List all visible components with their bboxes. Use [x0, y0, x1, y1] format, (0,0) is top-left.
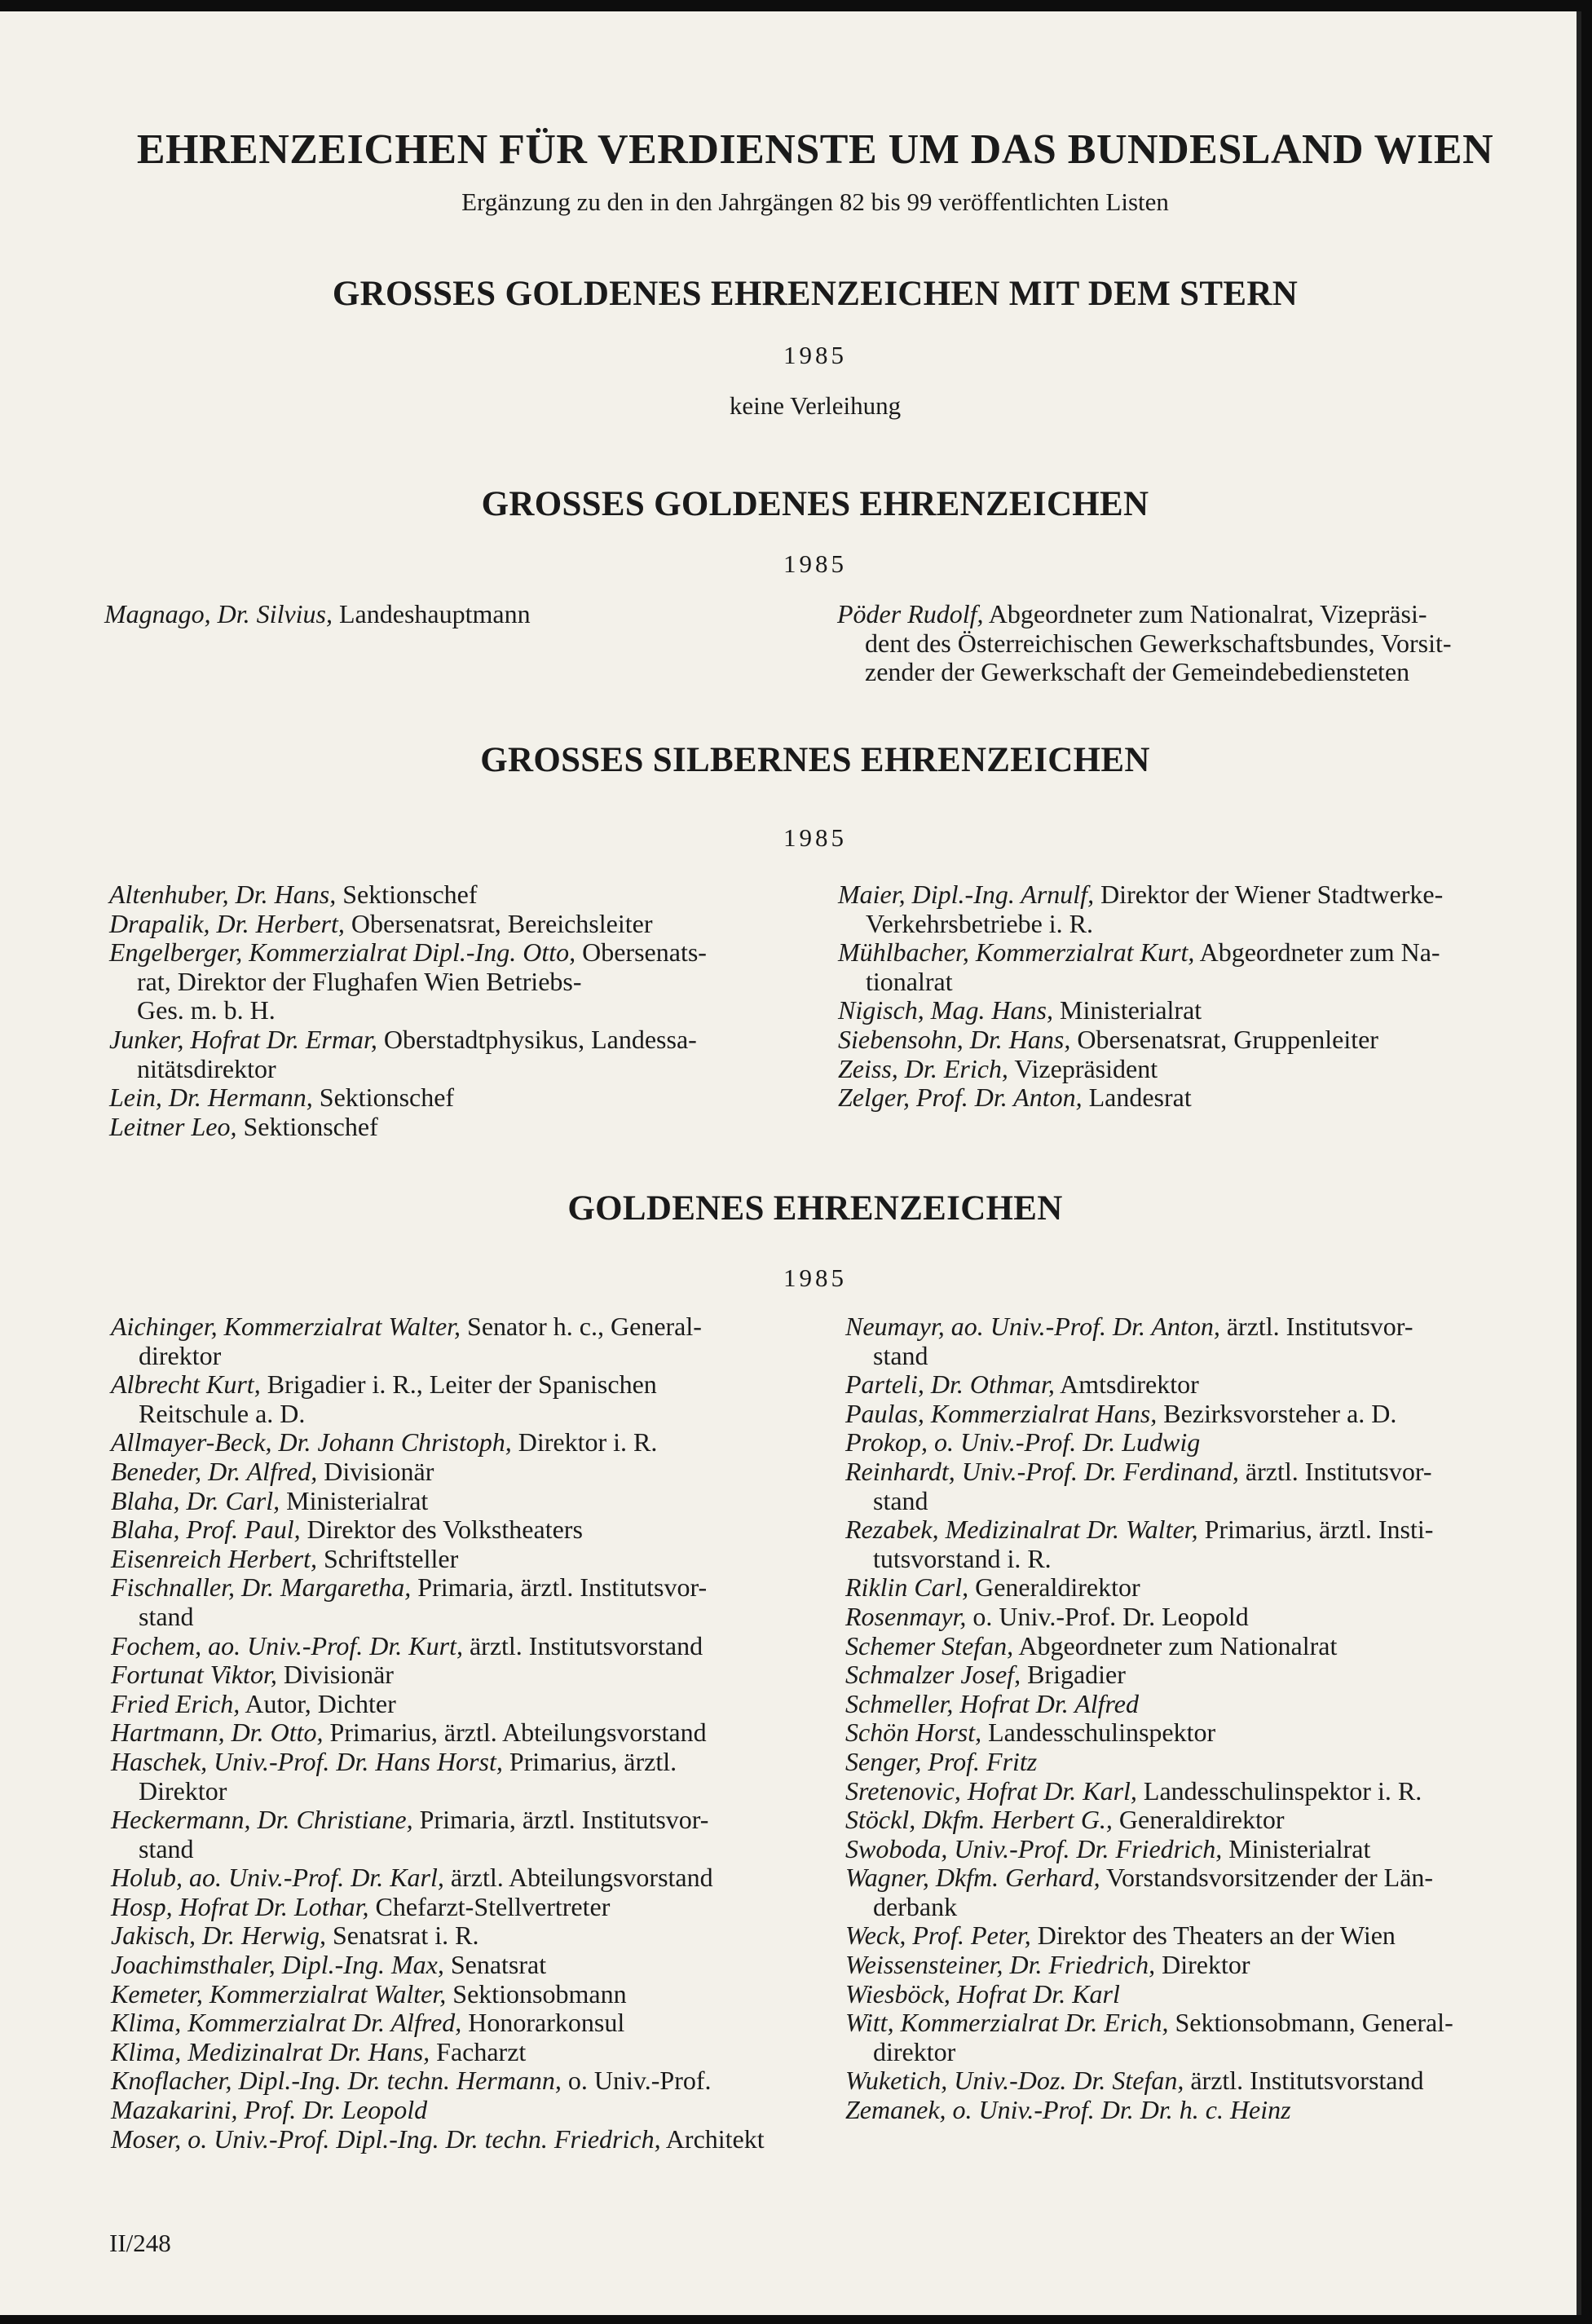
person-title: Senatsrat i. R.	[325, 1920, 479, 1951]
person-title: Senatsrat	[443, 1950, 547, 1980]
person-name: Schön Horst,	[845, 1718, 982, 1748]
person-name: Mazakarini, Prof. Dr. Leopold	[111, 2095, 428, 2125]
section-title: GROSSES GOLDENES EHRENZEICHEN MIT DEM STERN	[332, 275, 1299, 313]
person-title: Sektionsobmann, General-	[1168, 2008, 1453, 2038]
list-item	[845, 1690, 1563, 1719]
person-name: Maier, Dipl.-Ing. Arnulf,	[838, 880, 1095, 909]
person-name: Magnago, Dr. Silvius,	[104, 599, 333, 628]
person-name: Lein, Dr. Hermann,	[109, 1083, 313, 1113]
list-item	[838, 938, 1555, 996]
list-item	[109, 1025, 827, 1083]
section-year: 1985	[783, 549, 847, 578]
list-item	[111, 1457, 861, 1487]
list-item	[845, 1370, 1563, 1400]
list-item	[845, 1980, 1563, 2009]
person-name: Stöckl, Dkfm. Herbert G.,	[845, 1805, 1113, 1835]
list-item	[838, 1083, 1555, 1113]
list-item	[845, 1806, 1563, 1835]
person-title: Divisionär	[276, 1660, 394, 1690]
entries-left-column	[111, 1312, 861, 2154]
list-item	[845, 1573, 1563, 1603]
person-title-continued: dent des Österreichischen Gewerkschaftsbundes, Vorsit-	[865, 628, 1452, 658]
list-item	[845, 1660, 1563, 1690]
person-title: Vorstandsvorsitzender der Län-	[1100, 1863, 1434, 1893]
list-item	[845, 1428, 1563, 1457]
person-title: Senator h. c., General-	[461, 1312, 702, 1341]
section-title: GOLDENES EHRENZEICHEN	[567, 1189, 1063, 1228]
list-item	[838, 880, 1555, 938]
list-item	[111, 1370, 861, 1428]
person-name: Beneder, Dr. Alfred,	[111, 1456, 318, 1486]
list-item	[838, 1055, 1555, 1084]
person-name: Swoboda, Univ.-Prof. Dr. Friedrich,	[845, 1833, 1223, 1863]
person-title-continued: stand	[139, 1833, 194, 1863]
person-title-continued: stand	[139, 1601, 194, 1631]
person-name: Allmayer-Beck, Dr. Johann Christoph,	[111, 1427, 512, 1457]
section-title: GROSSES SILBERNES EHRENZEICHEN	[480, 741, 1150, 779]
person-name: Blaha, Dr. Carl,	[111, 1485, 280, 1515]
list-item	[111, 1951, 861, 1980]
list-item	[845, 1718, 1563, 1748]
person-name: Aichinger, Kommerzialrat Walter,	[111, 1312, 461, 1341]
person-name: Sretenovic, Hofrat Dr. Karl,	[845, 1775, 1137, 1806]
person-title: Sektionschef	[236, 1111, 378, 1141]
person-title-continued: Verkehrsbetriebe i. R.	[866, 908, 1094, 938]
list-item	[111, 2038, 861, 2067]
person-title-continued: tutsvorstand i. R.	[873, 1543, 1052, 1573]
person-title-continued: direktor	[139, 1340, 222, 1370]
person-name: Kemeter, Kommerzialrat Walter,	[111, 1978, 447, 2009]
person-title: Landesrat	[1082, 1083, 1192, 1113]
list-item	[111, 1690, 861, 1719]
person-name: Hartmann, Dr. Otto,	[111, 1718, 324, 1748]
person-title-continued: stand	[873, 1485, 928, 1515]
list-item	[109, 1113, 827, 1142]
person-name: Leitner Leo,	[109, 1111, 237, 1141]
list-item	[109, 938, 827, 1025]
person-title: Ministerialrat	[280, 1485, 429, 1515]
person-title: Facharzt	[430, 2036, 527, 2066]
person-title: Primaria, ärztl. Institutsvor-	[411, 1572, 708, 1603]
entries-right-column	[845, 1312, 1563, 2125]
list-item	[111, 1863, 861, 1893]
section-title: GROSSES GOLDENES EHRENZEICHEN	[481, 485, 1149, 523]
person-name: Albrecht Kurt,	[111, 1369, 261, 1400]
person-name: Knoflacher, Dipl.-Ing. Dr. techn. Hermann,	[111, 2066, 562, 2096]
list-item	[111, 1893, 861, 1922]
person-title: Autor, Dichter	[240, 1688, 396, 1718]
list-item	[845, 1951, 1563, 1980]
person-name: Fischnaller, Dr. Margaretha,	[111, 1572, 412, 1603]
document-page	[0, 11, 1581, 2315]
person-title: Oberstadtphysikus, Landessa-	[377, 1024, 697, 1054]
person-name: Reinhardt, Univ.-Prof. Dr. Ferdinand,	[845, 1456, 1239, 1486]
person-title-continued: nitätsdirektor	[137, 1053, 276, 1083]
person-name: Weissensteiner, Dr. Friedrich,	[845, 1950, 1156, 1980]
person-title: Sektionschef	[312, 1083, 455, 1113]
list-item	[845, 1835, 1563, 1864]
person-name: Riklin Carl,	[845, 1572, 969, 1603]
person-name: Schmalzer Josef,	[845, 1660, 1021, 1690]
person-name: Prokop, o. Univ.-Prof. Dr. Ludwig	[845, 1427, 1201, 1457]
list-item	[111, 1573, 861, 1631]
list-item	[109, 1083, 827, 1113]
person-title: Vizepräsident	[1008, 1053, 1158, 1083]
person-title: Brigadier	[1021, 1660, 1126, 1690]
person-title: Landesschulinspektor i. R.	[1136, 1775, 1422, 1806]
person-name: Witt, Kommerzialrat Dr. Erich,	[845, 2008, 1169, 2038]
person-title: Sektionschef	[336, 880, 478, 909]
list-item	[111, 2009, 861, 2038]
person-title: Obersenatsrat, Bereichsleiter	[344, 908, 653, 938]
list-item	[845, 1457, 1563, 1515]
entries-left-column	[104, 600, 822, 629]
person-title: Architekt	[660, 2123, 765, 2154]
person-name: Eisenreich Herbert,	[111, 1543, 317, 1573]
list-item	[111, 2066, 861, 2096]
person-name: Neumayr, ao. Univ.-Prof. Dr. Anton,	[845, 1312, 1220, 1341]
person-name: Fried Erich,	[111, 1688, 240, 1718]
entries-left-column	[109, 880, 827, 1141]
list-item	[845, 1312, 1563, 1370]
person-name: Heckermann, Dr. Christiane,	[111, 1805, 413, 1835]
page-number: II/248	[109, 2229, 171, 2257]
list-item	[845, 1603, 1563, 1632]
list-item	[111, 2125, 861, 2154]
person-title: Direktor der Wiener Stadtwerke-	[1094, 880, 1444, 909]
person-name: Mühlbacher, Kommerzialrat Kurt,	[838, 937, 1195, 968]
person-title: Primarius, ärztl. Insti-	[1197, 1515, 1434, 1545]
list-item	[109, 910, 827, 939]
person-name: Parteli, Dr. Othmar,	[845, 1369, 1055, 1400]
person-title: ärztl. Institutsvorstand	[462, 1630, 703, 1660]
person-title: Direktor	[1155, 1950, 1250, 1980]
list-item	[104, 600, 822, 629]
list-item	[111, 1632, 861, 1661]
section-year: 1985	[783, 341, 847, 369]
person-title: Ministerialrat	[1222, 1833, 1371, 1863]
person-name: Jakisch, Dr. Herwig,	[111, 1920, 326, 1951]
section-year: 1985	[783, 823, 847, 852]
list-item	[845, 1515, 1563, 1573]
person-name: Rezabek, Medizinalrat Dr. Walter,	[845, 1515, 1198, 1545]
person-title-continued: zender der Gewerkschaft der Gemeindebediensteten	[865, 657, 1410, 687]
person-title: Direktor des Volkstheaters	[300, 1515, 583, 1545]
person-name: Pöder Rudolf,	[837, 599, 984, 628]
section-note: keine Verleihung	[729, 391, 902, 420]
person-name: Zemanek, o. Univ.-Prof. Dr. Dr. h. c. Heinz	[845, 2095, 1291, 2125]
person-name: Schmeller, Hofrat Dr. Alfred	[845, 1688, 1139, 1718]
list-item	[109, 880, 827, 910]
person-name: Siebensohn, Dr. Hans,	[838, 1024, 1071, 1054]
person-name: Zeiss, Dr. Erich,	[838, 1053, 1008, 1083]
person-title: Chefarzt-Stellvertreter	[368, 1891, 611, 1921]
list-item	[845, 1400, 1563, 1429]
person-title-continued: tionalrat	[866, 966, 953, 996]
person-title: Generaldirektor	[968, 1572, 1140, 1603]
person-name: Altenhuber, Dr. Hans,	[109, 880, 337, 909]
person-title: Landeshauptmann	[333, 599, 531, 628]
person-title: Amtsdirektor	[1054, 1369, 1199, 1400]
person-title: o. Univ.-Prof. Dr. Leopold	[966, 1601, 1249, 1631]
person-title: ärztl. Institutsvor-	[1238, 1456, 1432, 1486]
list-item	[111, 2096, 861, 2125]
section-year: 1985	[783, 1263, 847, 1292]
person-title-continued: direktor	[873, 2036, 956, 2066]
person-name: Rosenmayr,	[845, 1601, 967, 1631]
list-item	[838, 1025, 1555, 1055]
list-item	[111, 1806, 861, 1863]
person-name: Weck, Prof. Peter,	[845, 1920, 1031, 1951]
person-name: Schemer Stefan,	[845, 1630, 1014, 1660]
list-item	[845, 2009, 1563, 2066]
person-title: Landesschulinspektor	[981, 1718, 1216, 1748]
person-title: Abgeordneter zum Nationalrat, Vizepräsi-	[983, 599, 1427, 628]
person-title: Direktor des Theaters an der Wien	[1030, 1920, 1396, 1951]
person-name: Klima, Medizinalrat Dr. Hans,	[111, 2036, 430, 2066]
person-title: Obersenatsrat, Gruppenleiter	[1070, 1024, 1378, 1054]
person-title: Sektionsobmann	[446, 1978, 627, 2009]
person-name: Junker, Hofrat Dr. Ermar,	[109, 1024, 377, 1054]
person-name: Hosp, Hofrat Dr. Lothar,	[111, 1891, 369, 1921]
person-title-continued: Direktor	[139, 1775, 227, 1806]
person-title-continued: Reitschule a. D.	[139, 1398, 306, 1428]
person-title: Ministerialrat	[1053, 995, 1202, 1025]
person-name: Fochem, ao. Univ.-Prof. Dr. Kurt,	[111, 1630, 463, 1660]
person-title: Divisionär	[317, 1456, 434, 1486]
person-title: Primaria, ärztl. Institutsvor-	[412, 1805, 709, 1835]
list-item	[111, 1312, 861, 1370]
list-item	[845, 1863, 1563, 1921]
list-item	[845, 1748, 1563, 1777]
person-name: Fortunat Viktor,	[111, 1660, 277, 1690]
person-name: Wuketich, Univ.-Doz. Dr. Stefan,	[845, 2066, 1184, 2096]
list-item	[845, 1777, 1563, 1806]
person-title: Primarius, ärztl. Abteilungsvorstand	[323, 1718, 707, 1748]
person-name: Moser, o. Univ.-Prof. Dipl.-Ing. Dr. techn. Friedrich,	[111, 2123, 661, 2154]
page-subtitle: Ergänzung zu den in den Jahrgängen 82 bis 99 veröffentlichten Listen	[461, 187, 1169, 216]
person-name: Wiesböck, Hofrat Dr. Karl	[845, 1978, 1120, 2009]
person-title-continued: derbank	[873, 1891, 958, 1921]
person-title-continued: rat, Direktor der Flughafen Wien Betriebs-	[137, 966, 582, 996]
list-item	[845, 2096, 1563, 2125]
list-item	[845, 1921, 1563, 1951]
person-name: Holub, ao. Univ.-Prof. Dr. Karl,	[111, 1863, 444, 1893]
list-item	[111, 1921, 861, 1951]
person-name: Drapalik, Dr. Herbert,	[109, 908, 345, 938]
list-item	[111, 1980, 861, 2009]
list-item	[111, 1718, 861, 1748]
person-title: Honorarkonsul	[461, 2008, 625, 2038]
list-item	[838, 996, 1555, 1025]
person-title-continued: Ges. m. b. H.	[137, 995, 276, 1025]
person-title-continued: stand	[873, 1340, 928, 1370]
page-title: EHRENZEICHEN FÜR VERDIENSTE UM DAS BUNDESLAND WIEN	[136, 126, 1494, 173]
person-name: Zelger, Prof. Dr. Anton,	[838, 1083, 1083, 1113]
list-item	[111, 1515, 861, 1545]
person-title: Abgeordneter zum Na-	[1194, 937, 1440, 968]
entries-right-column	[837, 600, 1555, 687]
person-title: Schriftsteller	[316, 1543, 459, 1573]
person-title: ärztl. Institutsvorstand	[1184, 2066, 1424, 2096]
list-item	[111, 1545, 861, 1574]
list-item	[111, 1748, 861, 1806]
person-title: o. Univ.-Prof.	[561, 2066, 712, 2096]
person-name: Klima, Kommerzialrat Dr. Alfred,	[111, 2008, 462, 2038]
person-name: Nigisch, Mag. Hans,	[838, 995, 1053, 1025]
person-title: Generaldirektor	[1112, 1805, 1285, 1835]
list-item	[845, 1632, 1563, 1661]
list-item	[845, 2066, 1563, 2096]
person-name: Paulas, Kommerzialrat Hans,	[845, 1398, 1158, 1428]
person-title: Abgeordneter zum Nationalrat	[1013, 1630, 1338, 1660]
person-name: Senger, Prof. Fritz	[845, 1746, 1038, 1776]
person-name: Engelberger, Kommerzialrat Dipl.-Ing. Otto,	[109, 937, 576, 968]
list-item	[837, 600, 1555, 687]
person-name: Wagner, Dkfm. Gerhard,	[845, 1863, 1100, 1893]
person-name: Blaha, Prof. Paul,	[111, 1515, 301, 1545]
list-item	[111, 1428, 861, 1457]
entries-right-column	[838, 880, 1555, 1113]
person-title: ärztl. Abteilungsvorstand	[443, 1863, 713, 1893]
person-title: ärztl. Institutsvor-	[1219, 1312, 1413, 1341]
person-title: Bezirksvorsteher a. D.	[1157, 1398, 1397, 1428]
person-name: Joachimsthaler, Dipl.-Ing. Max,	[111, 1950, 444, 1980]
list-item	[111, 1660, 861, 1690]
person-title: Obersenats-	[576, 937, 707, 968]
person-title: Primarius, ärztl.	[502, 1746, 677, 1776]
list-item	[111, 1487, 861, 1516]
person-title: Brigadier i. R., Leiter der Spanischen	[260, 1369, 657, 1400]
person-name: Haschek, Univ.-Prof. Dr. Hans Horst,	[111, 1746, 503, 1776]
person-title: Direktor i. R.	[511, 1427, 658, 1457]
